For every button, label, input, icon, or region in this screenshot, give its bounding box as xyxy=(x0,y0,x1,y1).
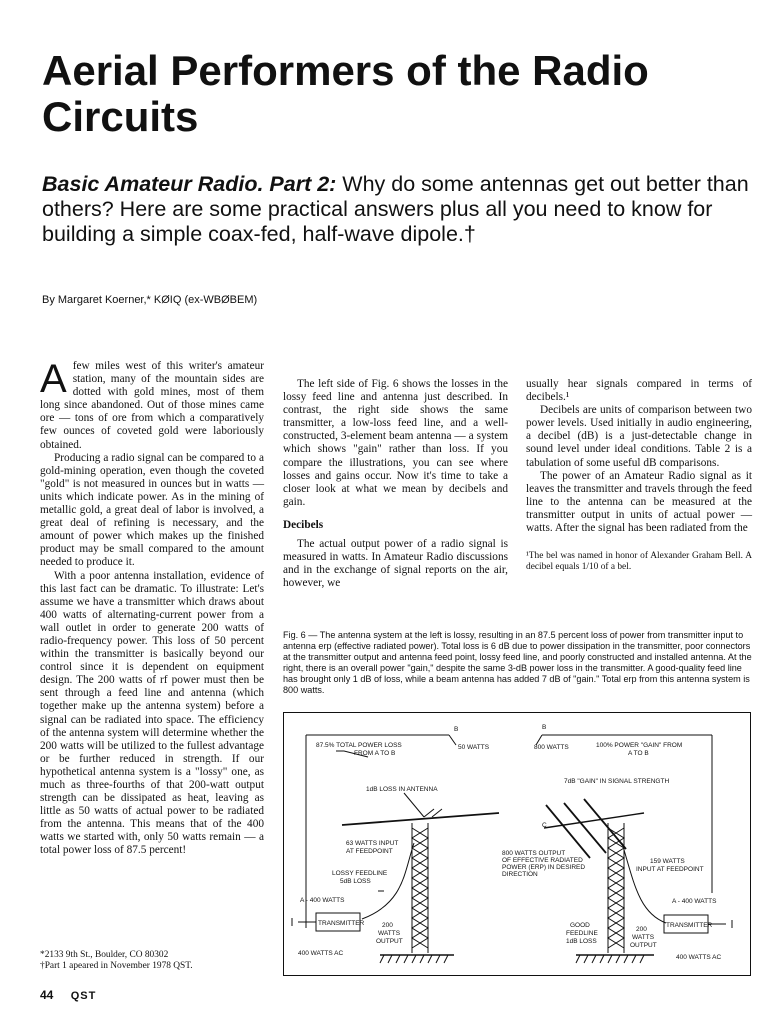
label-good-feedline-3: 1dB LOSS xyxy=(566,938,597,945)
label-gain-1: 100% POWER "GAIN" FROM xyxy=(596,742,683,749)
label-good-feedline-2: FEEDLINE xyxy=(566,930,598,937)
column-1 xyxy=(40,357,264,858)
antenna-comparison-drawing xyxy=(284,713,750,975)
magazine-name: QST xyxy=(70,990,97,1002)
label-erp-1: 800 WATTS OUTPUT xyxy=(502,850,566,857)
column-2 xyxy=(283,378,508,590)
footnote-author-address: *2133 9th St., Boulder, CO 80302 xyxy=(40,950,169,960)
page-number: 44 xyxy=(40,988,54,1002)
label-input-right-2: INPUT AT FEEDPOINT xyxy=(636,866,704,873)
paragraph: few miles west of this writer's amateur station, many of the mountain sides are dotted with gold mines, most of them long since abandoned. Out of those mines came ore — tons of ore from which a comparatively few ounces of coveted gold were laboriously obtained. xyxy=(40,360,264,451)
paragraph: usually hear signals compared in terms of decibels.¹ xyxy=(526,378,752,404)
label-input-right-1: 159 WATTS xyxy=(650,858,685,865)
label-output-right-1: 200 xyxy=(636,926,647,933)
label-transmitter-right: TRANSMITTER xyxy=(666,922,713,929)
label-50-watts: 50 WATTS xyxy=(458,744,490,751)
label-erp-3: POWER (ERP) IN DESIRED xyxy=(502,864,586,871)
label-total-loss-1: 87.5% TOTAL POWER LOSS xyxy=(316,742,402,749)
label-gain-2: A TO B xyxy=(628,750,649,757)
label-a-400: A - 400 WATTS xyxy=(300,897,345,904)
label-output-3: OUTPUT xyxy=(376,938,403,945)
label-b-right: B xyxy=(542,724,547,731)
deck-lead: Basic Amateur Radio. Part 2: xyxy=(42,172,337,196)
byline: By Margaret Koerner,* KØIQ (ex-WBØBEM) xyxy=(42,294,258,306)
article-title: Aerial Performers of the Radio Circuits xyxy=(42,47,649,140)
footnote-part1: †Part 1 apeared in November 1978 QST. xyxy=(40,961,193,971)
drop-cap: A xyxy=(40,357,67,401)
footnote-bel: ¹The bel was named in honor of Alexander Graham Bell. A decibel equals 1/10 of a bel. xyxy=(526,551,752,573)
paragraph: Producing a radio signal can be compared to a gold-mining operation, even though the coveted "gold" is not measured in ounces but in watts — units which indicate power. As in the mining of metallic gold, a great deal of labor is involved, a great deal of refining is necessary, and the amount of power which makes up the finished product may be small compared to the amount needed to produce it. xyxy=(40,451,264,569)
column-3 xyxy=(526,378,752,573)
paragraph: The power of an Amateur Radio signal as it leaves the transmitter and travels through the feed line to the antenna can be measured at the transmitter output in units of actual power — watts. After the signal has been radiated from the xyxy=(526,469,752,535)
label-erp-4: DIRECTION xyxy=(502,871,538,878)
label-erp-2: OF EFFECTIVE RADIATED xyxy=(502,857,583,864)
page-footer xyxy=(40,988,96,1002)
paragraph: With a poor antenna installation, evidence of this last fact can be dramatic. To illustrate: Let's assume we have a transmitter which draws about 400 watts of alternating-current power from a wall outlet in order to generate 200 watts of radio-frequency power. This loss of 50 percent within the transmitter is basically beyond our control since it is dependent on equipment design. The 200 watts of rf power must then be sent through a feed line and antenna (which together make up the antenna system) before a signal can be radiated into space. The efficiency of the antenna system will determine whether the 200 watts will be utilized to the fullest advantage or be further reduced in strength. If our hypothetical antenna system is a "lossy" one, as much as three-fourths of that 200-watt output strength can be dissipated as heat, leaving as little as 50 watts of actual power to be radiated from the antenna. This means that of the 400 watts we started with, only 50 watts remain — a total power loss of 87.5 percent! xyxy=(40,569,264,857)
deck-text: Why do some antennas get out better than others? Here are some practical answers plus all you need to know for building a simple coax-fed, half-wave dipole.† xyxy=(42,172,749,246)
label-input-2: AT FEEDPOINT xyxy=(346,848,393,855)
label-ac-left: 400 WATTS AC xyxy=(298,950,344,957)
label-antenna-loss: 1dB LOSS IN ANTENNA xyxy=(366,786,438,793)
label-signal-gain: 7dB "GAIN" IN SIGNAL STRENGTH xyxy=(564,778,670,785)
label-good-feedline-1: GOOD xyxy=(570,922,590,929)
label-output-right-3: OUTPUT xyxy=(630,942,657,949)
label-a-400-right: A - 400 WATTS xyxy=(672,898,717,905)
label-800-watts: 800 WATTS xyxy=(534,744,569,751)
label-output-2: WATTS xyxy=(378,930,401,937)
label-c: C xyxy=(542,822,547,829)
section-heading-decibels: Decibels xyxy=(283,518,324,531)
figure-6-diagram xyxy=(283,712,751,976)
label-input-1: 63 WATTS INPUT xyxy=(346,840,399,847)
footnotes xyxy=(40,950,264,972)
paragraph: The actual output power of a radio signal is measured in watts. In Amateur Radio discussions and in the exchange of signal reports on the air, however, we xyxy=(283,538,508,590)
label-output-right-2: WATTS xyxy=(632,934,655,941)
label-ac-right: 400 WATTS AC xyxy=(676,954,722,961)
label-transmitter-left: TRANSMITTER xyxy=(318,920,365,927)
label-total-loss-2: FROM A TO B xyxy=(354,750,396,757)
paragraph: Decibels are units of comparison between two power levels. Used initially in audio engineering, a decibel (dB) is a just-detectable change in sound level under ideal conditions. Table 2 is a tabulation of some useful dB comparisons. xyxy=(526,404,752,469)
paragraph: The left side of Fig. 6 shows the losses in the lossy feed line and antenna just described. In contrast, the right side shows the same transmitter, a low-loss feed line, and a well-constructed, 3-element beam antenna — a system which shows "gain" rather than loss. If you compare the illustrations, you can see where losses and gains occur. Now it's time to take a closer look at what we mean by decibels and gain. xyxy=(283,378,508,508)
label-feedline-1: LOSSY FEEDLINE xyxy=(332,870,388,877)
label-output-1: 200 xyxy=(382,922,393,929)
label-b-left: B xyxy=(454,726,459,733)
label-feedline-2: 5dB LOSS xyxy=(340,878,371,885)
article-deck xyxy=(42,172,754,247)
figure-caption: Fig. 6 — The antenna system at the left is lossy, resulting in an 87.5 percent loss of power from transmitter input to antenna erp (effective radiated power). Total loss is 6 dB due to power dissipation in the transmitter, poor connectors at the transmitter output and antenna feed point, lossy feed line, and poorly constructed and installed antenna. At the right, there is an overall power "gain," despite the same 3-dB power loss in the transmitter. A good-quality feed line has brought only 1 dB of loss, while a beam antenna has added 7 dB of "gain." Total erp from this antenna system is 800 watts. xyxy=(283,630,752,695)
